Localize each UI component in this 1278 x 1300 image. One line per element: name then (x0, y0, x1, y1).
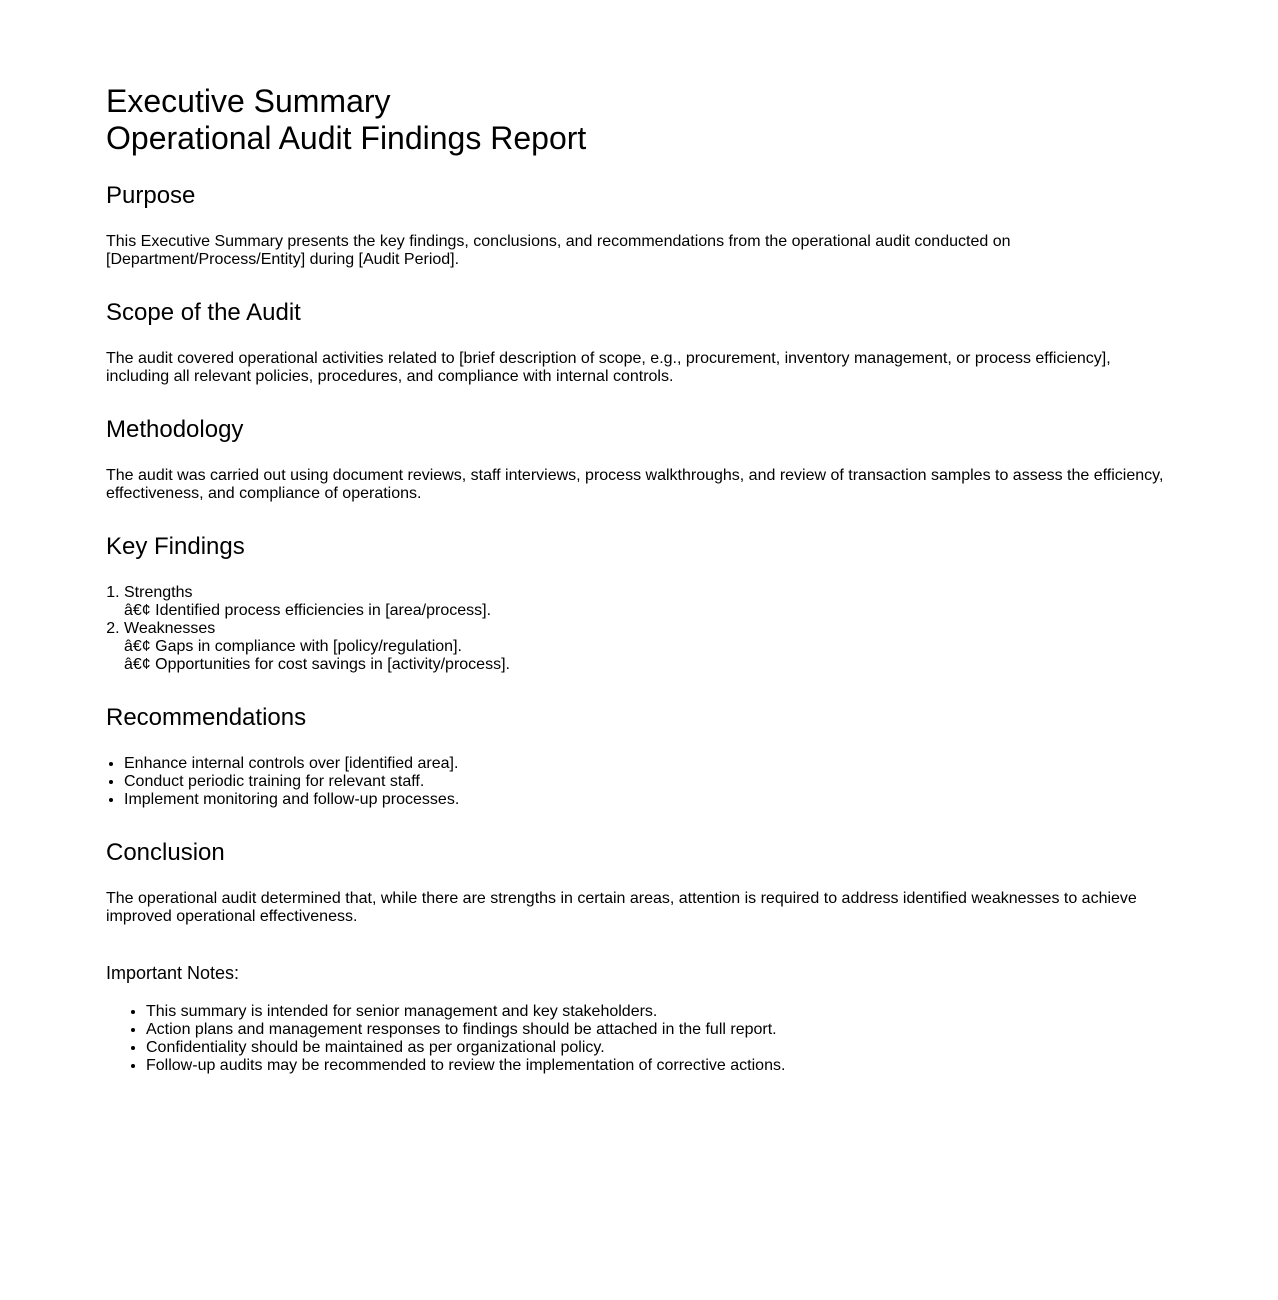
recommendations-heading: Recommendations (106, 704, 307, 731)
important-notes-heading: Important Notes: (106, 963, 240, 983)
methodology-heading: Methodology (106, 416, 244, 443)
key-findings-heading: Key Findings (106, 533, 245, 560)
finding-label: Strengths (124, 584, 193, 601)
finding-point: â€¢ Identified process efficiencies in [area/process]. (124, 602, 492, 619)
list-item: • Implement monitoring and follow-up processes. (124, 791, 1172, 809)
list-item: • This summary is intended for senior management and key stakeholders. (146, 1003, 1172, 1021)
title-line-2: Operational Audit Findings Report (106, 120, 587, 156)
finding-weaknesses (124, 620, 1172, 674)
list-item: • Enhance internal controls over [identified area]. (124, 755, 1172, 773)
finding-point: â€¢ Gaps in compliance with [policy/regulation]. (124, 638, 462, 655)
list-item: • Follow-up audits may be recommended to review the implementation of corrective actions. (146, 1057, 1172, 1075)
document-title (106, 83, 1172, 157)
important-notes-list (106, 1003, 1172, 1075)
conclusion-text: The operational audit determined that, while there are strengths in certain areas, attention is required to address identified weaknesses to achieve improved operational effectiveness. (106, 890, 1137, 925)
finding-strengths (124, 584, 1172, 620)
conclusion-heading: Conclusion (106, 839, 225, 866)
title-line-1: Executive Summary (106, 83, 391, 119)
recommendations-list (106, 755, 1172, 809)
purpose-heading: Purpose (106, 182, 196, 209)
list-item: • Conduct periodic training for relevant staff. (124, 773, 1172, 791)
purpose-text: This Executive Summary presents the key findings, conclusions, and recommendations from the operational audit conducted on [Department/Process/Entity] during [Audit Period]. (106, 233, 1011, 268)
key-findings-list (106, 584, 1172, 674)
scope-heading: Scope of the Audit (106, 299, 301, 326)
scope-text: The audit covered operational activities related to [brief description of scope, e.g., procurement, inventory management, or process efficiency], including all relevant policies, procedures, and compliance with internal controls. (106, 350, 1111, 385)
finding-point: â€¢ Opportunities for cost savings in [activity/process]. (124, 656, 510, 673)
list-item: • Action plans and management responses to findings should be attached in the full report. (146, 1021, 1172, 1039)
methodology-text: The audit was carried out using document reviews, staff interviews, process walkthroughs, and review of transaction samples to assess the efficiency, effectiveness, and compliance of operations. (106, 467, 1164, 502)
list-item: • Confidentiality should be maintained as per organizational policy. (146, 1039, 1172, 1057)
finding-label: Weaknesses (124, 620, 216, 637)
